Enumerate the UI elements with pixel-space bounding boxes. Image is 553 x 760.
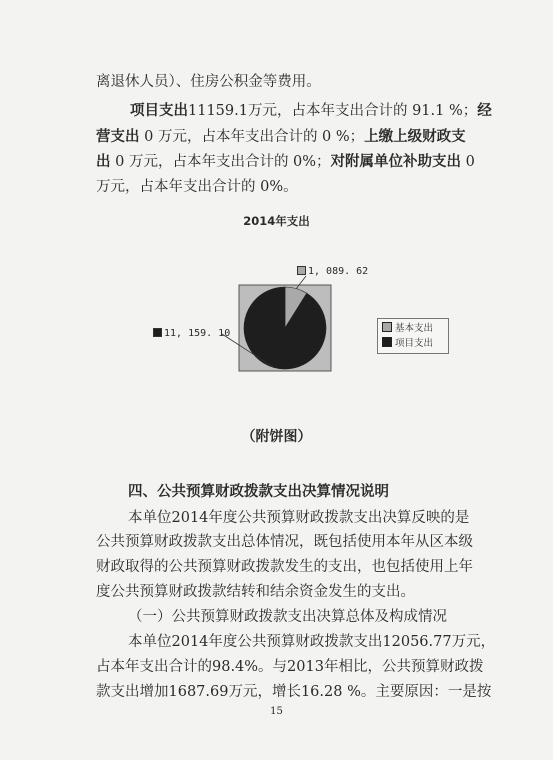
project-expense-label: 项目支出	[130, 102, 188, 119]
slice-label-basic	[297, 266, 368, 277]
label-swatch	[153, 328, 162, 337]
text-span: 0	[461, 154, 475, 170]
remit-expense-label: 上缴上级财政支	[364, 128, 466, 145]
chart-caption: （附饼图）	[241, 429, 312, 445]
paragraph-line: 款支出增加1687.69万元，增长16.28 %。主要原因：一是按	[96, 684, 492, 700]
text-span: 离退休人员）、住房公积金等费用。	[96, 74, 321, 90]
operating-expense-label: 营支出	[96, 128, 140, 145]
paragraph-line: 公共预算财政拨款支出总体情况，既包括使用本年从区本级	[96, 534, 473, 550]
text-span: 出	[96, 153, 111, 170]
pie-slice-project	[244, 287, 326, 369]
paragraph-line: 占本年支出合计的98.4%。与2013年相比，公共预算财政拨	[96, 659, 484, 675]
legend-label: 项目支出	[395, 337, 434, 349]
chart-title: 2014年支出	[243, 214, 310, 228]
page-number: 15	[270, 706, 283, 717]
paragraph-line: 本单位2014年度公共预算财政拨款支出决算反映的是	[128, 510, 470, 526]
legend-item-basic	[378, 319, 448, 334]
subsidy-expense-label: 对附属单位补助支出	[330, 153, 462, 170]
subsection-heading: （一）公共预算财政拨款支出决算总体及构成情况	[128, 609, 447, 625]
text-span: 万元，占本年支出合计的 0%。	[96, 179, 298, 195]
paragraph-line: 财政取得的公共预算财政拨款发生的支出，也包括使用上年	[96, 559, 473, 575]
slice-label-text: 1, 089. 62	[308, 266, 369, 277]
text-span: 0 万元，占本年支出合计的 0%；	[110, 154, 331, 170]
text-span: 0 万元，占本年支出合计的 0 %；	[139, 129, 365, 145]
legend-swatch	[382, 337, 392, 347]
text-span: 经	[477, 102, 492, 119]
legend-swatch	[382, 322, 392, 332]
slice-label-text: 11, 159. 10	[164, 328, 231, 339]
label-swatch	[297, 266, 306, 275]
slice-label-project	[153, 328, 230, 339]
paragraph-line: 本单位2014年度公共预算财政拨款支出12056.77万元，	[128, 634, 496, 650]
section-heading: 四、公共预算财政拨款支出决算情况说明	[128, 483, 389, 500]
chart-legend	[377, 318, 449, 354]
legend-label: 基本支出	[395, 322, 434, 334]
text-span: 11159.1万元，占本年支出合计的 91.1 %；	[188, 103, 478, 119]
legend-item-project	[378, 334, 448, 349]
paragraph-line: 度公共预算财政拨款结转和结余资金发生的支出。	[96, 584, 415, 600]
